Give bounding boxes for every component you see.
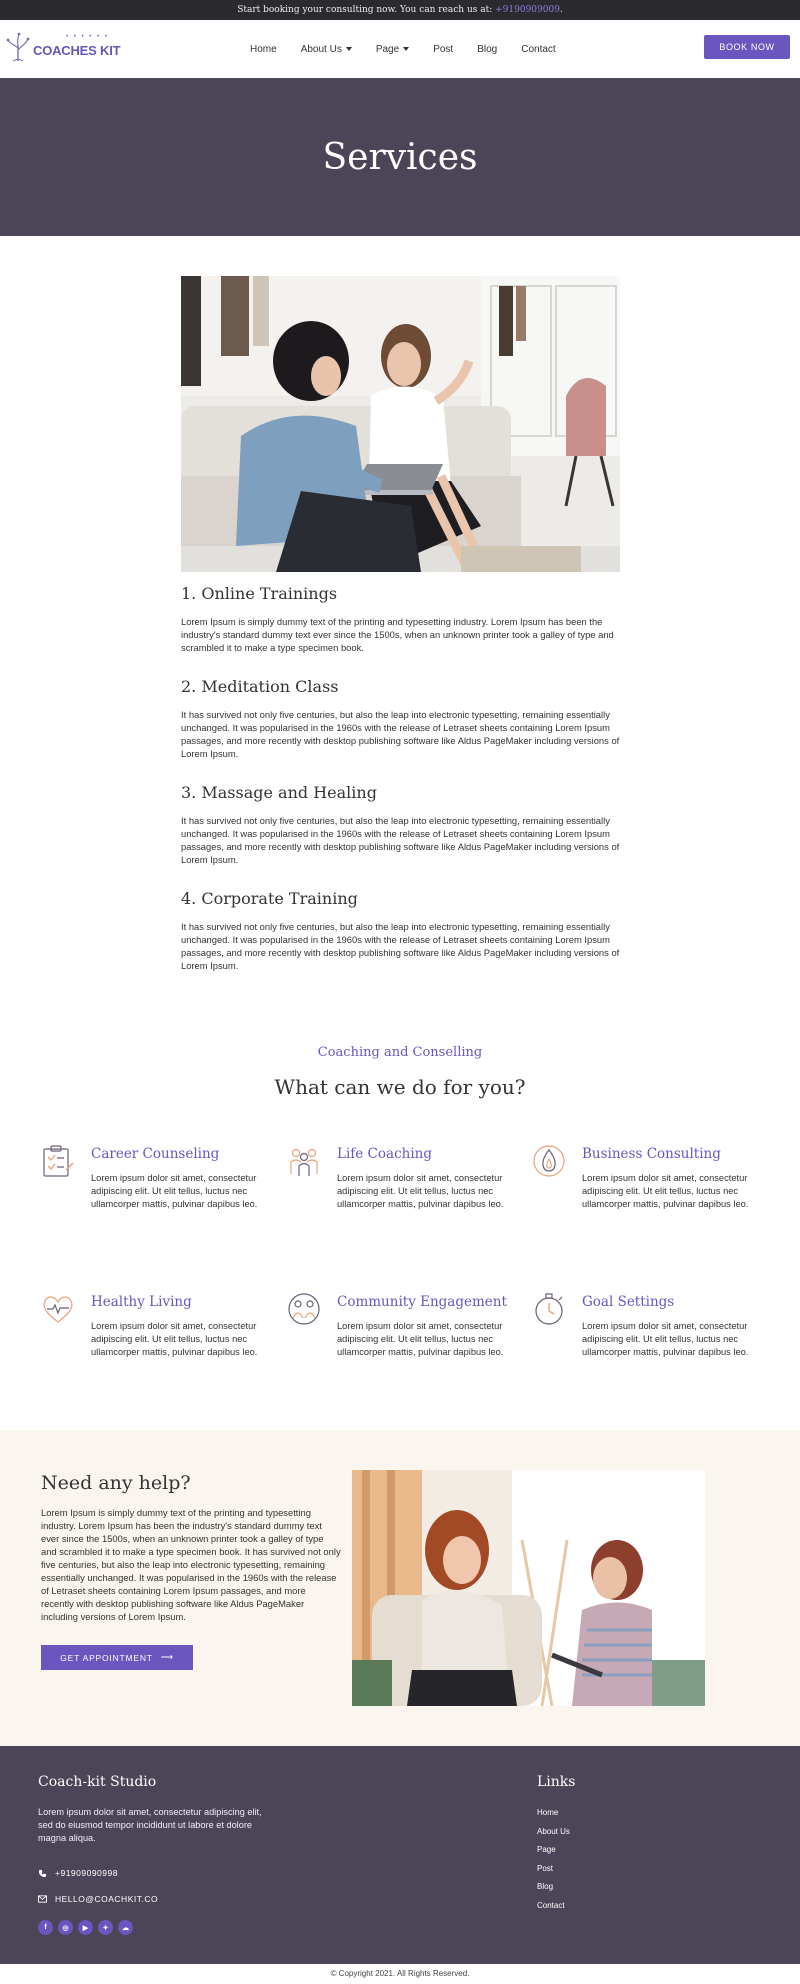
consultation-photo	[352, 1470, 705, 1706]
feature-title: Goal Settings	[582, 1294, 675, 1310]
phone-icon	[38, 1869, 47, 1878]
youtube-icon[interactable]: ▶	[78, 1920, 93, 1935]
nav-post-label: Post	[433, 43, 454, 55]
twitter-icon[interactable]: ✦	[98, 1920, 113, 1935]
page-hero	[0, 78, 800, 236]
footer-link-about-us[interactable]: About Us	[537, 1826, 570, 1836]
service-item	[181, 783, 621, 866]
service-item	[181, 677, 621, 760]
nav-about-us[interactable]	[301, 44, 352, 55]
clipboard-icon	[41, 1144, 75, 1178]
footer-phone-text: +91909090998	[55, 1868, 118, 1878]
feature-description: Lorem ipsum dolor sit amet, consectetur adipiscing elit. Ut elit tellus, luctus nec ullamcorper mattis, pulvinar dapibus leo.	[91, 1321, 258, 1357]
heart-icon	[41, 1292, 75, 1326]
caret-down-icon	[403, 47, 409, 51]
service-description: Lorem Ipsum is simply dummy text of the printing and typesetting industry. Lorem Ipsum has been the industry's standard dummy text ever since the 1500s, when an unknown printer took a galley of type and scrambled it to make a type specimen book.	[181, 616, 614, 653]
nav-about-us-label: About Us	[300, 43, 342, 55]
feature-description: Lorem ipsum dolor sit amet, consectetur adipiscing elit. Ut elit tellus, luctus nec ullamcorper mattis, pulvinar dapibus leo.	[91, 1173, 258, 1209]
get-appointment-button[interactable]	[41, 1645, 193, 1670]
social-links	[38, 1920, 133, 1935]
feature-title: Community Engagement	[337, 1294, 507, 1310]
section-subtitle: Coaching and Conselling	[317, 1045, 483, 1060]
feature-description: Lorem ipsum dolor sit amet, consectetur adipiscing elit. Ut elit tellus, luctus nec ullamcorper mattis, pulvinar dapibus leo.	[582, 1321, 749, 1357]
help-section	[0, 1430, 800, 1746]
service-item	[181, 889, 621, 972]
service-description: It has survived not only five centuries, but also the leap into electronic typesetting, remaining essentially unchanged. It was popularised in the 1960s with the release of Letraset sheets containing Lorem Ipsum passages, and more recently with desktop publishing software like Aldus PageMaker including versions of Lorem Ipsum.	[181, 815, 620, 865]
nav-home-label: Home	[250, 43, 277, 55]
service-title: 3. Massage and Healing	[181, 783, 377, 802]
footer-link-blog[interactable]: Blog	[537, 1882, 554, 1891]
help-description: Lorem Ipsum is simply dummy text of the printing and typesetting industry. Lorem Ipsum has been the industry's standard dummy text ever since the 1500s, when an unknown printer took a galley of type and scrambled it to make a type specimen book. It has survived not only five centuries, but also the leap into electronic typesetting, remaining essentially unchanged. It was popularised in the 1960s with the release of Letraset sheets containing Lorem Ipsum passages, and more recently with desktop publishing software like Aldus PageMaker including versions of Lorem Ipsum.	[41, 1507, 341, 1622]
community-icon	[287, 1292, 321, 1326]
feature-description: Lorem ipsum dolor sit amet, consectetur adipiscing elit. Ut elit tellus, luctus nec ullamcorper mattis, pulvinar dapibus leo.	[337, 1173, 504, 1209]
footer-link-home[interactable]: Home	[537, 1808, 559, 1817]
tree-logo-icon	[6, 32, 30, 62]
service-description: It has survived not only five centuries, but also the leap into electronic typesetting, remaining essentially unchanged. It was popularised in the 1960s with the release of Letraset sheets containing Lorem Ipsum passages, and more recently with desktop publishing software like Aldus PageMaker including versions of Lorem Ipsum.	[181, 709, 620, 759]
feature-description: Lorem ipsum dolor sit amet, consectetur adipiscing elit. Ut elit tellus, luctus nec ullamcorper mattis, pulvinar dapibus leo.	[582, 1173, 749, 1209]
service-description: It has survived not only five centuries, but also the leap into electronic typesetting, remaining essentially unchanged. It was popularised in the 1960s with the release of Letraset sheets containing Lorem Ipsum passages, and more recently with desktop publishing software like Aldus PageMaker including versions of Lorem Ipsum.	[181, 921, 620, 971]
coaching-session-photo	[181, 276, 620, 572]
site-footer	[0, 1746, 800, 1964]
service-title: 2. Meditation Class	[181, 677, 339, 696]
logo[interactable]	[6, 32, 120, 62]
feature-title: Healthy Living	[91, 1294, 192, 1310]
instagram-icon[interactable]: ◎	[58, 1920, 73, 1935]
get-appointment-label: GET APPOINTMENT	[60, 1652, 153, 1663]
nav-contact-label: Contact	[521, 43, 556, 55]
nav-blog-label: Blog	[477, 43, 498, 55]
nav-home[interactable]	[250, 44, 277, 55]
arrow-right-icon: ⟶	[160, 1652, 174, 1662]
announcement-text: Start booking your consulting now. You can reach us at:	[237, 5, 493, 15]
footer-email[interactable]	[38, 1894, 158, 1904]
flame-icon	[532, 1144, 566, 1178]
envelope-icon	[38, 1895, 47, 1903]
feature-title: Life Coaching	[337, 1146, 432, 1162]
soundcloud-icon[interactable]: ☁	[118, 1920, 133, 1935]
copyright: © Copyright 2021. All Rights Reserved.	[0, 1964, 800, 1984]
footer-links-title: Links	[537, 1774, 576, 1790]
feature-description: Lorem ipsum dolor sit amet, consectetur adipiscing elit. Ut elit tellus, luctus nec ullamcorper mattis, pulvinar dapibus leo.	[337, 1321, 504, 1357]
footer-link-post[interactable]: Post	[537, 1863, 554, 1873]
announcement-phone-link[interactable]: +9190909009	[495, 5, 560, 15]
nav-post[interactable]	[433, 44, 453, 55]
consultation-illustration	[352, 1470, 705, 1706]
main-nav	[250, 20, 556, 78]
announcement-bar	[0, 0, 800, 20]
footer-link-contact[interactable]: Contact	[537, 1900, 565, 1910]
help-title: Need any help?	[41, 1472, 191, 1494]
footer-link-page[interactable]: Page	[537, 1845, 556, 1854]
service-title: 1. Online Trainings	[181, 584, 338, 603]
logo-text: COACHES KIT	[33, 42, 121, 58]
nav-contact[interactable]	[521, 44, 555, 55]
feature-title: Business Consulting	[582, 1146, 721, 1162]
announcement-end: .	[559, 5, 563, 15]
footer-phone[interactable]	[38, 1868, 118, 1878]
site-header	[0, 20, 800, 78]
service-title: 4. Corporate Training	[181, 889, 358, 908]
footer-links	[537, 1808, 570, 1910]
people-icon	[287, 1144, 321, 1178]
caret-down-icon	[346, 47, 352, 51]
footer-studio-title: Coach-kit Studio	[38, 1774, 157, 1790]
section-title: What can we do for you?	[274, 1075, 526, 1099]
book-now-button[interactable]: BOOK NOW	[704, 35, 790, 59]
nav-page-label: Page	[375, 43, 400, 55]
stopwatch-icon	[532, 1292, 566, 1326]
coaching-session-illustration	[181, 276, 620, 572]
page-title: Services	[322, 136, 478, 178]
feature-title: Career Counseling	[91, 1146, 220, 1162]
facebook-icon[interactable]: f	[38, 1920, 53, 1935]
footer-email-text: HELLO@COACHKIT.CO	[55, 1894, 159, 1904]
footer-about-text: Lorem ipsum dolor sit amet, consectetur adipiscing elit, sed do eiusmod tempor incididunt ut labore et dolore magna aliqua.	[38, 1807, 262, 1843]
nav-page[interactable]	[376, 44, 409, 55]
nav-blog[interactable]	[477, 44, 497, 55]
logo-dots-decoration: • • • • • •	[66, 34, 109, 40]
service-item	[181, 584, 621, 654]
